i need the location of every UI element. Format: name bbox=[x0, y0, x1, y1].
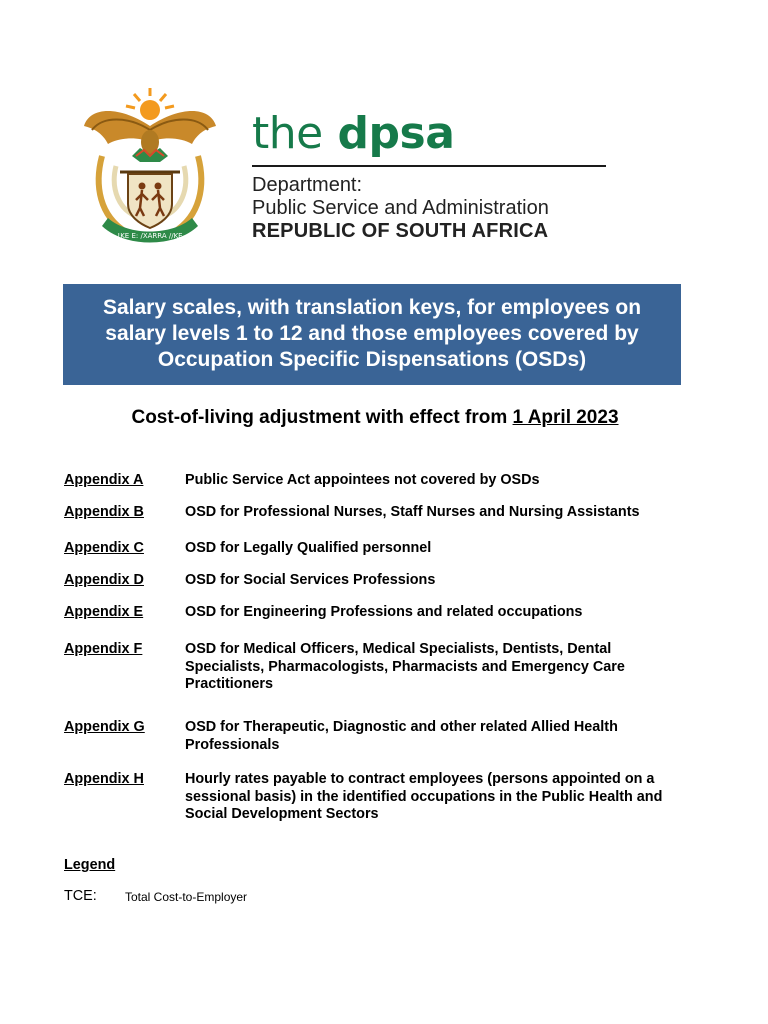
dpsa-logo-text bbox=[252, 108, 612, 159]
appendix-description: Public Service Act appointees not covered by OSDs bbox=[185, 472, 540, 488]
brand-divider bbox=[252, 165, 606, 167]
department-label: Department: bbox=[252, 174, 363, 196]
appendix-description: OSD for Legally Qualified personnel bbox=[185, 540, 432, 556]
appendix-label: Appendix G bbox=[64, 719, 145, 735]
effective-date-heading bbox=[0, 407, 750, 429]
title-banner bbox=[63, 284, 681, 385]
banner-line: salary levels 1 to 12 and those employees covered by bbox=[105, 322, 639, 345]
appendix-label: Appendix H bbox=[64, 771, 144, 787]
republic-label: REPUBLIC OF SOUTH AFRICA bbox=[252, 220, 549, 242]
appendix-description: OSD for Social Services Professions bbox=[185, 572, 436, 588]
legend-definition: Total Cost-to-Employer bbox=[125, 890, 248, 904]
appendix-description: OSD for Therapeutic, Diagnostic and other related Allied Health Professionals bbox=[185, 719, 618, 753]
appendix-label: Appendix E bbox=[64, 604, 144, 620]
appendix-description: OSD for Professional Nurses, Staff Nurses and Nursing Assistants bbox=[185, 504, 640, 520]
appendix-label: Appendix F bbox=[64, 641, 143, 657]
coat-of-arms-logo bbox=[80, 86, 220, 251]
appendix-label: Appendix D bbox=[64, 572, 144, 588]
dpsa-brand bbox=[252, 108, 612, 242]
appendix-label: Appendix A bbox=[64, 472, 144, 488]
appendix-label: Appendix B bbox=[64, 504, 144, 520]
department-name: Public Service and Administration bbox=[252, 197, 549, 219]
banner-line: Salary scales, with translation keys, for employees on bbox=[102, 296, 642, 319]
appendix-label: Appendix C bbox=[64, 540, 144, 556]
subtitle-text: Cost-of-living adjustment with effect from bbox=[131, 407, 508, 428]
brand-name: dpsa bbox=[337, 108, 455, 159]
brand-the: the bbox=[252, 108, 323, 159]
effective-date: 1 April 2023 bbox=[512, 407, 619, 428]
banner-line: Occupation Specific Dispensations (OSDs) bbox=[157, 348, 587, 371]
sun-icon bbox=[126, 88, 174, 120]
appendix-description: OSD for Medical Officers, Medical Specialists, Dentists, Dental Specialists, Pharmacologists, Pharmacists and Emergency Care Practitioners bbox=[185, 641, 625, 692]
appendix-description: OSD for Engineering Professions and related occupations bbox=[185, 604, 583, 620]
legend-title: Legend bbox=[64, 857, 116, 873]
department-block bbox=[252, 174, 549, 243]
legend-abbreviation: TCE: bbox=[64, 888, 97, 904]
crest-motto: !KE E: /XARRA //KE bbox=[117, 232, 183, 240]
appendix-description: Hourly rates payable to contract employees (persons appointed on a sessional basis) in the identified occupations in the Public Health and Social Development Sectors bbox=[185, 771, 663, 822]
